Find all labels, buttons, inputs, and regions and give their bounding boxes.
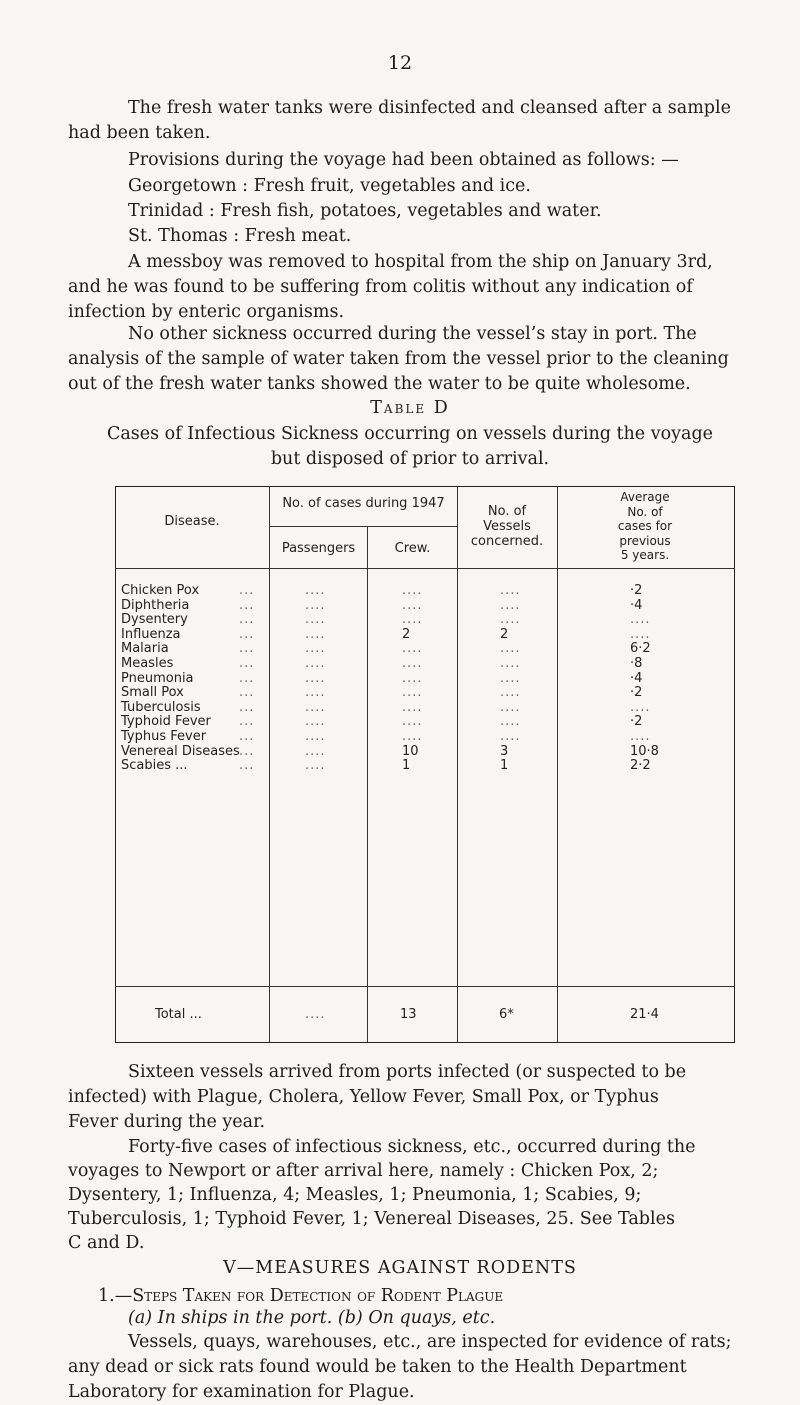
cell-crew: .... [402,699,423,715]
cell-disease: Typhus Fever [121,729,207,744]
cell-leader: ... [239,743,255,759]
paragraph-water-tanks: The fresh water tanks were disinfected and cleansed after a sample had been taken. [68,98,731,143]
total-average: 21·4 [630,1007,659,1022]
paragraph-no-other-sickness: No other sickness occurred during the vessel’s stay in port. The analysis of the sample of water taken from the vessel prior to the cleaning out of the fresh water tanks showed the water to be quite wholesome. [68,324,729,394]
section-heading: V—MEASURES AGAINST RODENTS [223,1258,577,1278]
cell-disease: Malaria [121,641,169,657]
table-row [115,686,735,700]
cell-leader: ... [239,612,255,628]
header-average: Average No. of cases for previous 5 years. [617,490,673,562]
paragraph-messboy: A messboy was removed to hospital from the ship on January 3rd, and he was found to be suffering from colitis without any indication of infection by enteric organisms. [68,252,713,322]
table-d [115,486,735,1046]
header-crew: Crew. [394,541,431,556]
cell-average: ·2 [630,583,643,598]
cell-leader: ... [239,583,255,598]
cell-passengers: .... [305,685,326,701]
paragraph-forty-five-cases: Forty-five cases of infectious sickness, etc., occurred during the voyages to Newport or after arrival here, namely : Chicken Pox, 2; Dysentery, 1; Influenza, 4; Measles, 1; Pneumonia, 1; Scabies, 9; Tuberculosis, 1; Typhoid Fever, 1; Venereal Diseases, 25. See Tables C and D. [68,1137,696,1253]
cell-disease: Venereal Diseases [121,743,240,759]
cell-leader: ... [239,758,255,774]
cell-disease: Chicken Pox [121,583,200,598]
cell-passengers: .... [305,612,326,628]
table-title: Table D [370,398,450,418]
cell-disease: Diphtheria [121,597,190,613]
cell-crew: 2 [402,626,411,642]
header-bottom-rule [115,568,735,569]
cell-average: 6·2 [630,641,651,657]
paragraph-provisions: Provisions during the voyage had been obtained as follows: — [128,150,679,170]
cell-vessels: .... [500,597,521,613]
header-vessels: No. of Vessels concerned. [470,504,544,549]
cell-crew: 1 [402,758,411,774]
table-total-row [115,1008,735,1022]
table-row [115,657,735,671]
cell-crew: .... [402,597,423,613]
cell-leader: ... [239,714,255,730]
paragraph-sixteen-vessels: Sixteen vessels arrived from ports infected (or suspected to be infected) with Plague, Cholera, Yellow Fever, Small Pox, or Typhus Fever during the year. [68,1062,687,1132]
cell-average: ·4 [630,670,643,686]
total-vessels: 6* [499,1007,514,1022]
cell-passengers: .... [305,743,326,759]
cell-passengers: .... [305,714,326,730]
cell-passengers: .... [305,729,326,744]
table-row [115,628,735,642]
provision-item: Georgetown : Fresh fruit, vegetables and ice. [128,176,531,196]
cell-vessels: 2 [500,626,509,642]
cell-leader: ... [239,597,255,613]
cell-average: .... [630,729,651,744]
cell-disease: Pneumonia [121,670,194,686]
cell-average: .... [630,699,651,715]
cell-average: .... [630,612,651,628]
cell-average: ·8 [630,656,643,671]
cell-crew: .... [402,685,423,701]
cell-passengers: .... [305,699,326,715]
total-rule [115,986,735,987]
cell-vessels: .... [500,641,521,657]
header-passengers: Passengers [281,541,356,556]
cell-crew: .... [402,729,423,744]
cell-vessels: 3 [500,743,509,759]
total-label: Total ... [155,1007,202,1022]
cell-crew: .... [402,583,423,598]
cell-leader: ... [239,656,255,671]
cell-crew: .... [402,612,423,628]
cell-leader: ... [239,729,255,744]
provisions-list [128,174,728,249]
cell-average: ·2 [630,685,643,701]
table-row [115,715,735,729]
cell-disease: Small Pox [121,685,184,701]
cell-crew: .... [402,641,423,657]
cell-vessels: .... [500,612,521,628]
cell-leader: ... [239,641,255,657]
cell-passengers: .... [305,597,326,613]
table-caption: Cases of Infectious Sickness occurring on vessels during the voyage but disposed of prior to arrival. [106,424,714,469]
cell-passengers: .... [305,670,326,686]
cell-average: .... [630,626,651,642]
provision-item: St. Thomas : Fresh meat. [128,226,352,246]
cell-vessels: .... [500,729,521,744]
cell-disease: Measles [121,656,174,671]
cell-average: ·4 [630,597,643,613]
cell-passengers: .... [305,641,326,657]
cell-leader: ... [239,685,255,701]
table-row [115,701,735,715]
table-row [115,599,735,613]
cell-leader: ... [239,670,255,686]
header-disease: Disease. [164,514,220,529]
cell-crew: .... [402,714,423,730]
header-divider [270,526,457,527]
table-row [115,672,735,686]
paragraph-vessels-inspected: Vessels, quays, warehouses, etc., are inspected for evidence of rats; any dead or sick rats found would be taken to the Health Department Laboratory for examination for Plague. [68,1332,732,1402]
cell-average: ·2 [630,714,643,730]
cell-vessels: .... [500,583,521,598]
cell-disease: Influenza [121,626,181,642]
sub-subheading: (a) In ships in the port. (b) On quays, etc. [128,1308,496,1328]
table-row [115,613,735,627]
cell-crew: .... [402,670,423,686]
table-row [115,745,735,759]
table-row [115,584,735,598]
cell-average: 10·8 [630,743,659,759]
subheading: 1.—Steps Taken for Detection of Rodent Plague [98,1286,504,1306]
cell-disease: Tuberculosis [121,699,201,715]
cell-vessels: .... [500,670,521,686]
cell-passengers: .... [305,583,326,598]
cell-passengers: .... [305,626,326,642]
header-cases-during: No. of cases during 1947 [282,496,445,511]
cell-disease: Scabies ... [121,758,188,774]
cell-vessels: .... [500,714,521,730]
cell-disease: Typhoid Fever [121,714,211,730]
table-row [115,730,735,744]
cell-vessels: .... [500,656,521,671]
page-number: 12 [387,52,413,74]
cell-passengers: .... [305,758,326,774]
table-row [115,759,735,773]
cell-vessels: .... [500,685,521,701]
cell-leader: ... [239,626,255,642]
cell-vessels: 1 [500,758,509,774]
total-crew: 13 [400,1007,417,1022]
cell-crew: .... [402,656,423,671]
cell-crew: 10 [402,743,419,759]
cell-vessels: .... [500,699,521,715]
total-passengers: .... [305,1007,326,1022]
cell-average: 2·2 [630,758,651,774]
cell-disease: Dysentery [121,612,188,628]
cell-passengers: .... [305,656,326,671]
table-row [115,642,735,656]
provision-item: Trinidad : Fresh fish, potatoes, vegetables and water. [128,201,602,221]
cell-leader: ... [239,699,255,715]
